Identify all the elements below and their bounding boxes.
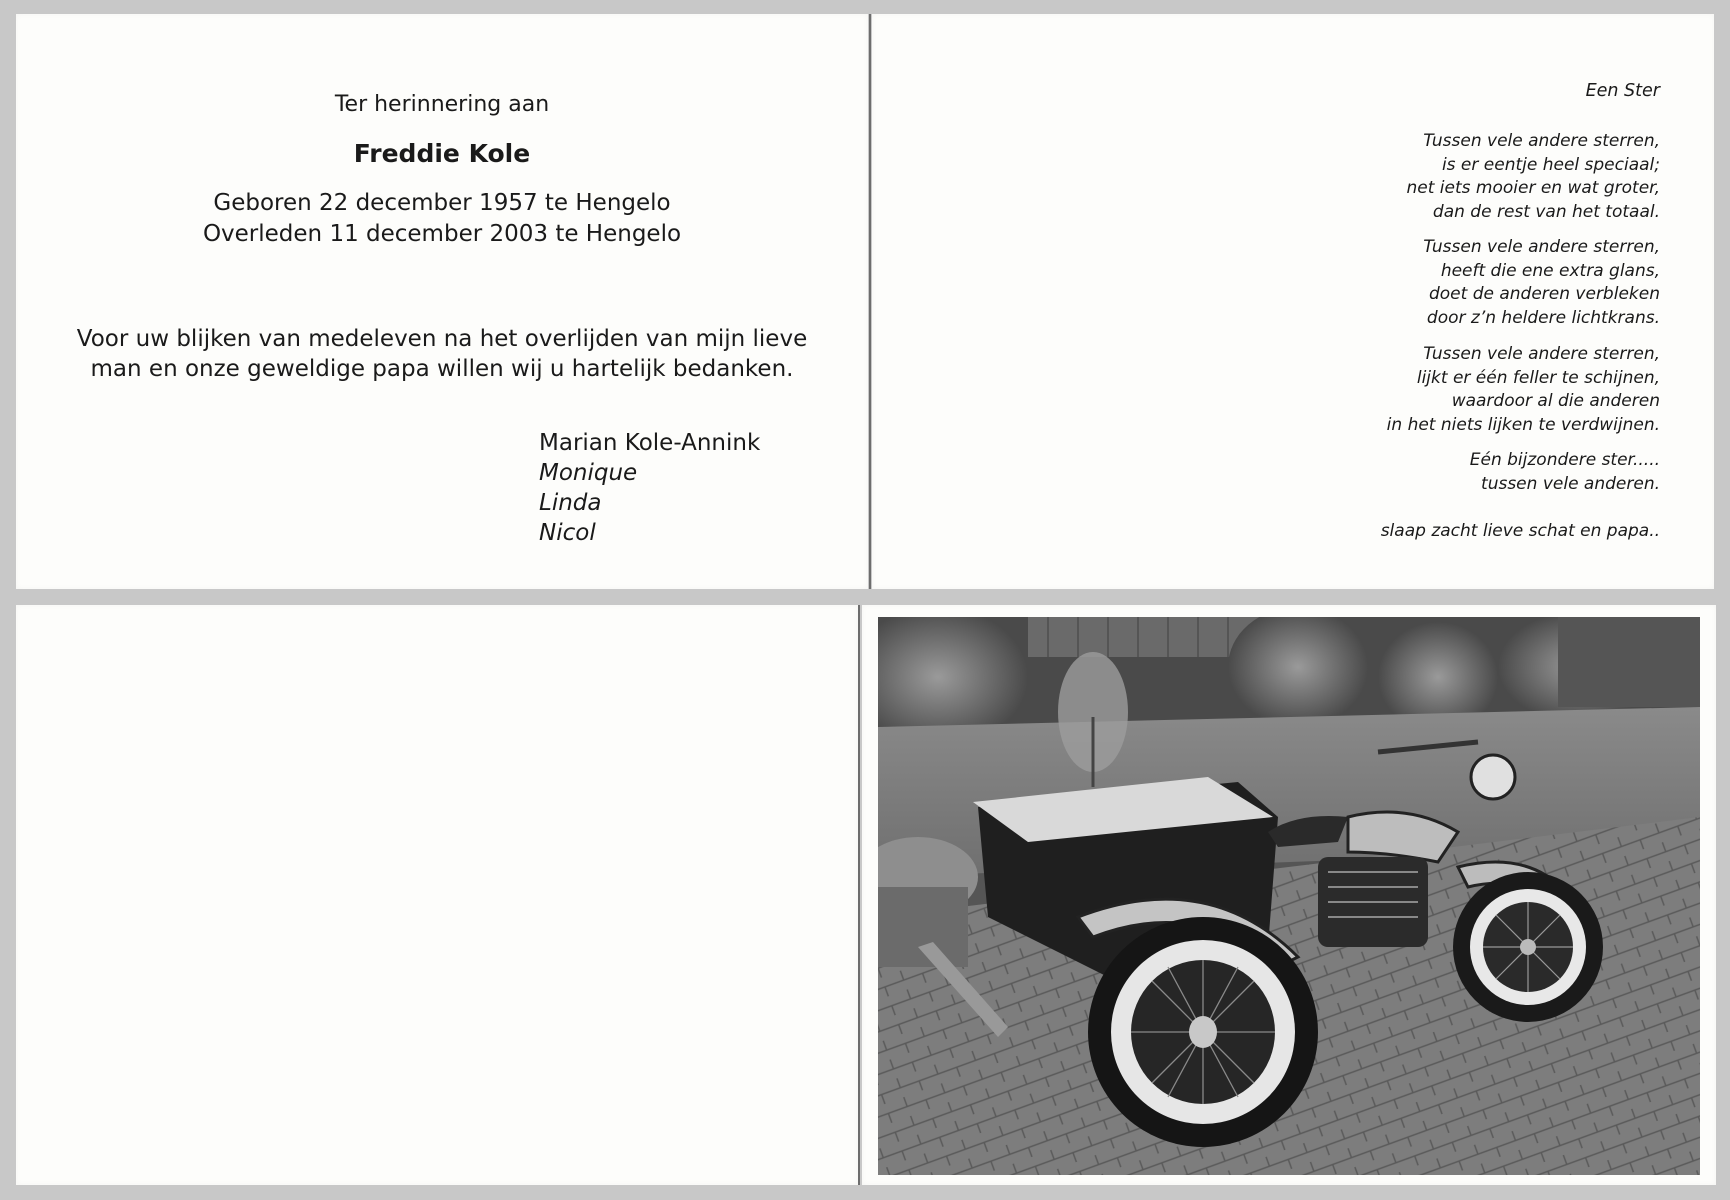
signer: Linda [539, 490, 602, 516]
poem-line: Tussen vele andere sterren, [1423, 344, 1660, 364]
poem-line: in het niets lijken te verdwijnen. [1386, 414, 1660, 435]
poem-line: waardoor al die anderen [1451, 391, 1660, 411]
poem-stanza [1387, 343, 1660, 437]
intro-text: Ter herinnering aan [334, 92, 550, 117]
birth-line: Geboren 22 december 1957 te Hengelo [213, 190, 671, 216]
poem-line: doet de anderen verbleken [1428, 284, 1660, 304]
fold-line-bottom [858, 605, 860, 1185]
card-panel-photo [862, 605, 1716, 1185]
poem-stanza [1406, 130, 1660, 224]
poem-stanza [1423, 236, 1660, 330]
poem-line: net iets mooier en wat groter, [1406, 178, 1660, 198]
signers-list [539, 428, 760, 548]
death-line: Overleden 11 december 2003 te Hengelo [202, 221, 682, 247]
card-panel-poem [872, 14, 1714, 589]
poem-line: Eén bijzondere ster..... [1469, 450, 1660, 470]
poem-line: is er eentje heel speciaal; [1441, 154, 1660, 175]
signer: Marian Kole-Annink [539, 430, 761, 456]
fold-line-top [869, 14, 871, 589]
motorcycle-trike-photo [878, 617, 1700, 1175]
deceased-name: Freddie Kole [353, 139, 531, 168]
poem-line: tussen vele anderen. [1481, 473, 1660, 494]
photo-illustration [878, 617, 1700, 1175]
signer: Monique [539, 460, 638, 486]
signer: Nicol [539, 520, 596, 546]
card-panel-front [16, 14, 868, 589]
thanks-line-2: man en onze geweldige papa willen wij u hartelijk bedanken. [90, 356, 794, 382]
poem-line: dan de rest van het totaal. [1432, 201, 1660, 222]
thanks-message [16, 324, 868, 384]
poem-stanza [1470, 449, 1660, 496]
poem-line: heeft die ene extra glans, [1440, 260, 1660, 281]
card-panel-back-blank [16, 605, 858, 1185]
poem-line: lijkt er één feller te schijnen, [1416, 367, 1660, 388]
poem-line: door z’n heldere lichtkrans. [1426, 307, 1660, 328]
birth-death-dates [16, 188, 868, 250]
poem-line: Tussen vele andere sterren, [1423, 237, 1660, 257]
poem-title: Een Ster [1585, 81, 1660, 101]
poem-closing: slaap zacht lieve schat en papa.. [1380, 521, 1660, 541]
thanks-line-1: Voor uw blijken van medeleven na het overlijden van mijn lieve [76, 326, 808, 352]
poem-line: Tussen vele andere sterren, [1423, 131, 1660, 151]
